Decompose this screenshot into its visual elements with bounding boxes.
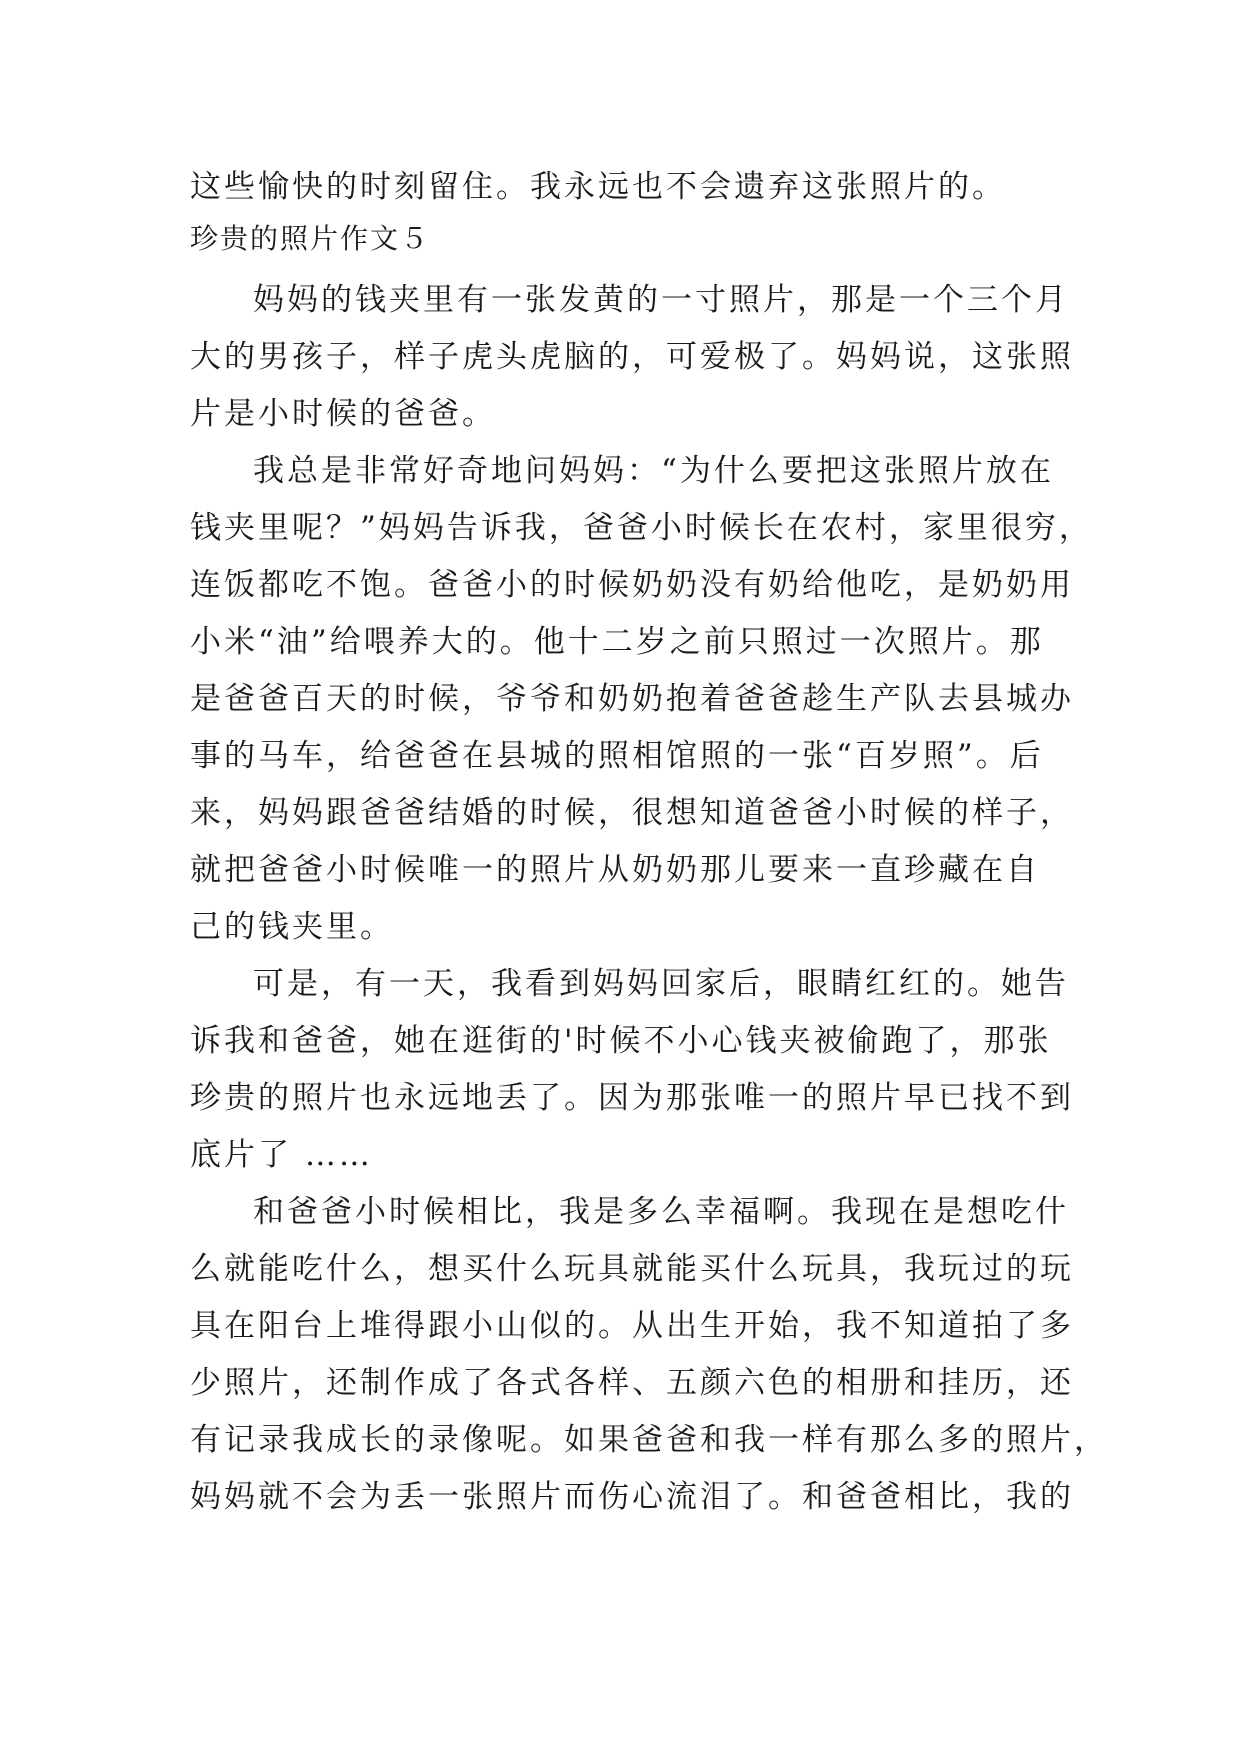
paragraph-line: 少照片，还制作成了各式各样、五颜六色的相册和挂历，还 [190, 1365, 1074, 1401]
paragraph-line: 事的马车，给爸爸在县城的照相馆照的一张“百岁照”。后 [190, 738, 1044, 774]
paragraph-line: 有记录我成长的录像呢。如果爸爸和我一样有那么多的照片， [190, 1422, 1108, 1458]
paragraph-line: 就把爸爸小时候唯一的照片从奶奶那儿要来一直珍藏在自 [190, 852, 1040, 888]
paragraph-line: 是爸爸百天的时候，爷爷和奶奶抱着爸爸趁生产队去县城办 [190, 681, 1074, 717]
paragraph-line: 片是小时候的爸爸。 [190, 396, 496, 432]
text-line: 这些愉快的时刻留住。我永远也不会遗弃这张照片的。 [190, 169, 1006, 205]
paragraph-line: 钱夹里呢？”妈妈告诉我，爸爸小时候长在农村，家里很穷， [190, 510, 1093, 546]
section-title: 珍贵的照片作文５ [190, 222, 431, 255]
paragraph-line: 么就能吃什么，想买什么玩具就能买什么玩具，我玩过的玩 [190, 1251, 1074, 1287]
paragraph-line: 己的钱夹里。 [190, 909, 394, 945]
paragraph-line: 具在阳台上堆得跟小山似的。从出生开始，我不知道拍了多 [190, 1308, 1074, 1344]
paragraph-line: 大的男孩子，样子虎头虎脑的，可爱极了。妈妈说，这张照 [190, 339, 1074, 375]
paragraph-line: 妈妈就不会为丢一张照片而伤心流泪了。和爸爸相比，我的 [190, 1479, 1074, 1515]
paragraph-line: 底片了 …… [190, 1137, 373, 1173]
paragraph-line: 珍贵的照片也永远地丢了。因为那张唯一的照片早已找不到 [190, 1080, 1074, 1116]
paragraph-line: 连饭都吃不饱。爸爸小的时候奶奶没有奶给他吃，是奶奶用 [190, 567, 1074, 603]
paragraph-line: 诉我和爸爸，她在逛街的'时候不小心钱夹被偷跑了，那张 [190, 1023, 1052, 1059]
paragraph-line: 来，妈妈跟爸爸结婚的时候，很想知道爸爸小时候的样子， [190, 795, 1074, 831]
paragraph-line: 妈妈的钱夹里有一张发黄的一寸照片，那是一个三个月 [253, 282, 1069, 318]
paragraph-line: 可是，有一天，我看到妈妈回家后，眼睛红红的。她告 [253, 966, 1069, 1002]
paragraph-line: 小米“油”给喂养大的。他十二岁之前只照过一次照片。那 [190, 624, 1044, 660]
paragraph-line: 和爸爸小时候相比，我是多么幸福啊。我现在是想吃什 [253, 1194, 1069, 1230]
paragraph-line: 我总是非常好奇地问妈妈：“为什么要把这张照片放在 [253, 453, 1054, 489]
